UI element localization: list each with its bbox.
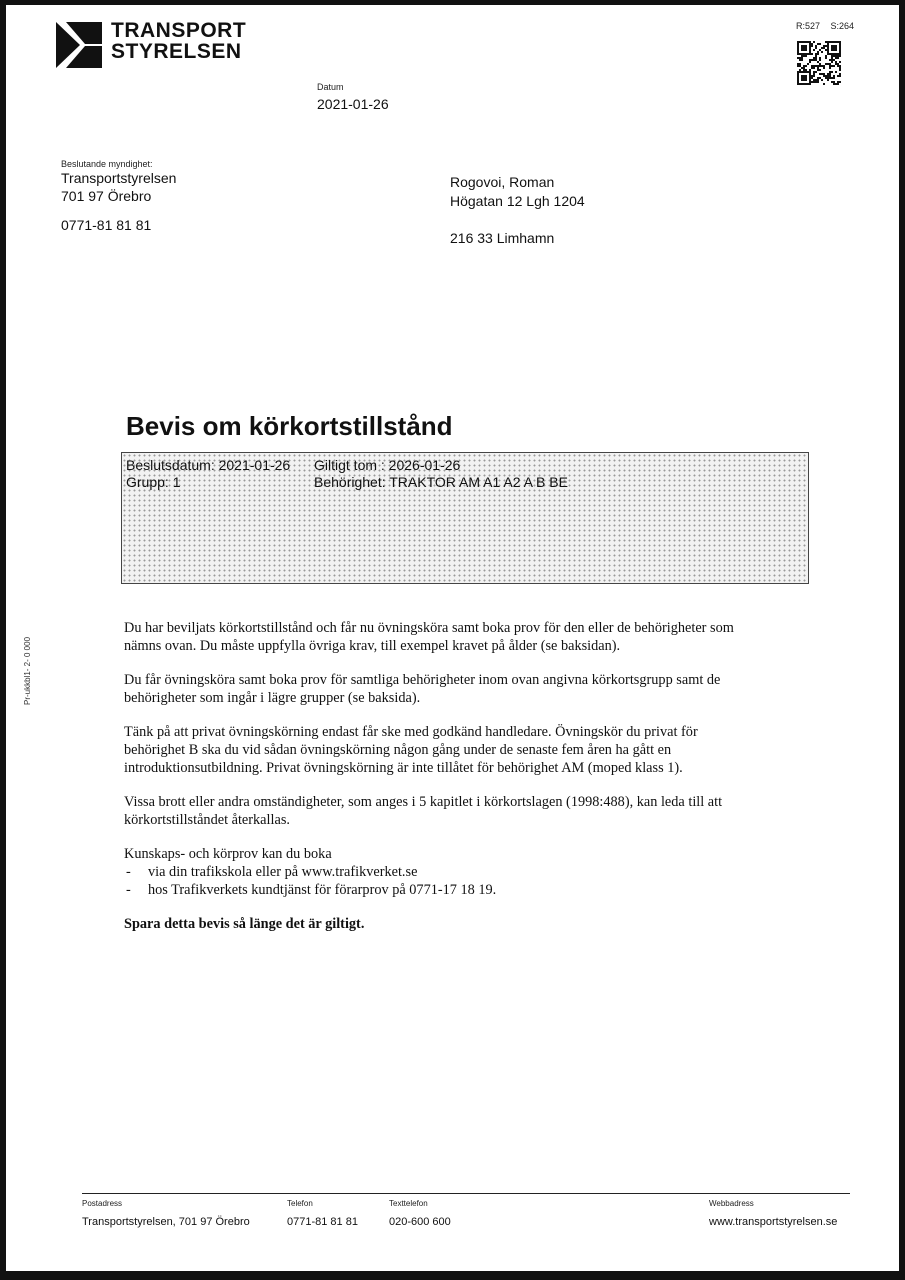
date-block	[317, 82, 389, 112]
code-r: R:527	[796, 21, 821, 31]
authority-city: 701 97 Örebro	[61, 188, 152, 204]
recipient-address	[450, 173, 585, 248]
booking-intro: Kunskaps- och körprov kan du boka	[124, 846, 332, 862]
document-codes	[796, 21, 854, 31]
save-note: Spara detta bevis så länge det är giltigt.	[124, 916, 365, 932]
authority-phone: 0771-81 81 81	[61, 217, 152, 233]
brand-name	[111, 20, 246, 62]
footer-website-label: Webbadress	[709, 1199, 754, 1208]
footer-textphone-label: Texttelefon	[389, 1199, 428, 1208]
footer-phone-label: Telefon	[287, 1199, 313, 1208]
entitlement: Behörighet: TRAKTOR AM A1 A2 A B BE	[314, 474, 568, 490]
authority-name: Transportstyrelsen	[61, 170, 177, 186]
body-text	[124, 619, 744, 949]
deciding-authority	[61, 159, 176, 233]
transportstyrelsen-logo-icon	[56, 22, 102, 68]
footer-website	[709, 1199, 837, 1228]
side-form-code: Pr-ukkbl1- 2- 0 000	[23, 636, 32, 705]
footer-website-link[interactable]: www.transportstyrelsen.se	[709, 1216, 838, 1228]
date-label: Datum	[317, 82, 344, 92]
booking-item: - via din trafikskola eller på www.trafikverket.se	[124, 863, 744, 881]
paragraph-revocation: Vissa brott eller andra omständigheter, som anges i 5 kapitlet i körkortslagen (1998:488), kan leda till att körkortstillståndet återkallas.	[124, 794, 723, 828]
footer-postal-value: Transportstyrelsen, 701 97 Örebro	[82, 1216, 250, 1228]
paragraph-practice: Du får övningsköra samt boka prov för samtliga behörigheter inom ovan angivna körkortsgrupp samt de behörigheter som ingår i lägre grupper (se baksida).	[124, 672, 721, 706]
footer-textphone-value: 020-600 600	[389, 1216, 451, 1228]
booking-list	[124, 863, 744, 899]
footer-phone-value: 0771-81 81 81	[287, 1216, 358, 1228]
footer-textphone	[389, 1199, 451, 1228]
footer-postal-address	[82, 1199, 250, 1228]
recipient-name: Rogovoi, Roman	[450, 174, 555, 190]
code-s: S:264	[830, 21, 855, 31]
recipient-postal: 216 33 Limhamn	[450, 230, 555, 246]
decision-date: Beslutsdatum: 2021-01-26	[126, 457, 291, 473]
document-page	[6, 5, 899, 1271]
footer-phone	[287, 1199, 358, 1228]
license-group: Grupp: 1	[126, 474, 181, 490]
permit-details-box	[121, 452, 809, 584]
footer-divider	[82, 1193, 850, 1194]
paragraph-granted: Du har beviljats körkortstillstånd och får nu övningsköra samt boka prov för den eller de behörigheter som nämns ovan. Du måste uppfylla övriga krav, till exempel kravet på ålder (se baksidan).	[124, 620, 734, 654]
footer-postal-label: Postadress	[82, 1199, 123, 1208]
qr-code-icon	[797, 41, 841, 90]
brand-line-2: STYRELSEN	[111, 40, 242, 63]
authority-label: Beslutande myndighet:	[61, 159, 153, 169]
document-title: Bevis om körkortstillstånd	[126, 411, 453, 441]
booking-item: - hos Trafikverkets kundtjänst för förarprov på 0771-17 18 19.	[124, 881, 744, 899]
paragraph-supervisor: Tänk på att privat övningskörning endast får ske med godkänd handledare. Övningskör du privat för behörighet B ska du vid sådan övningskörning någon gång under de senaste fem åren ha gått en introduktionsutbildning. Privat övningskörning är inte tillåtet för behörighet AM (moped klass 1).	[124, 724, 698, 776]
valid-to: Giltigt tom : 2026-01-26	[314, 457, 461, 473]
recipient-street: Högatan 12 Lgh 1204	[450, 193, 585, 209]
brand-line-1: TRANSPORT	[111, 19, 247, 42]
date-value: 2021-01-26	[317, 96, 389, 112]
